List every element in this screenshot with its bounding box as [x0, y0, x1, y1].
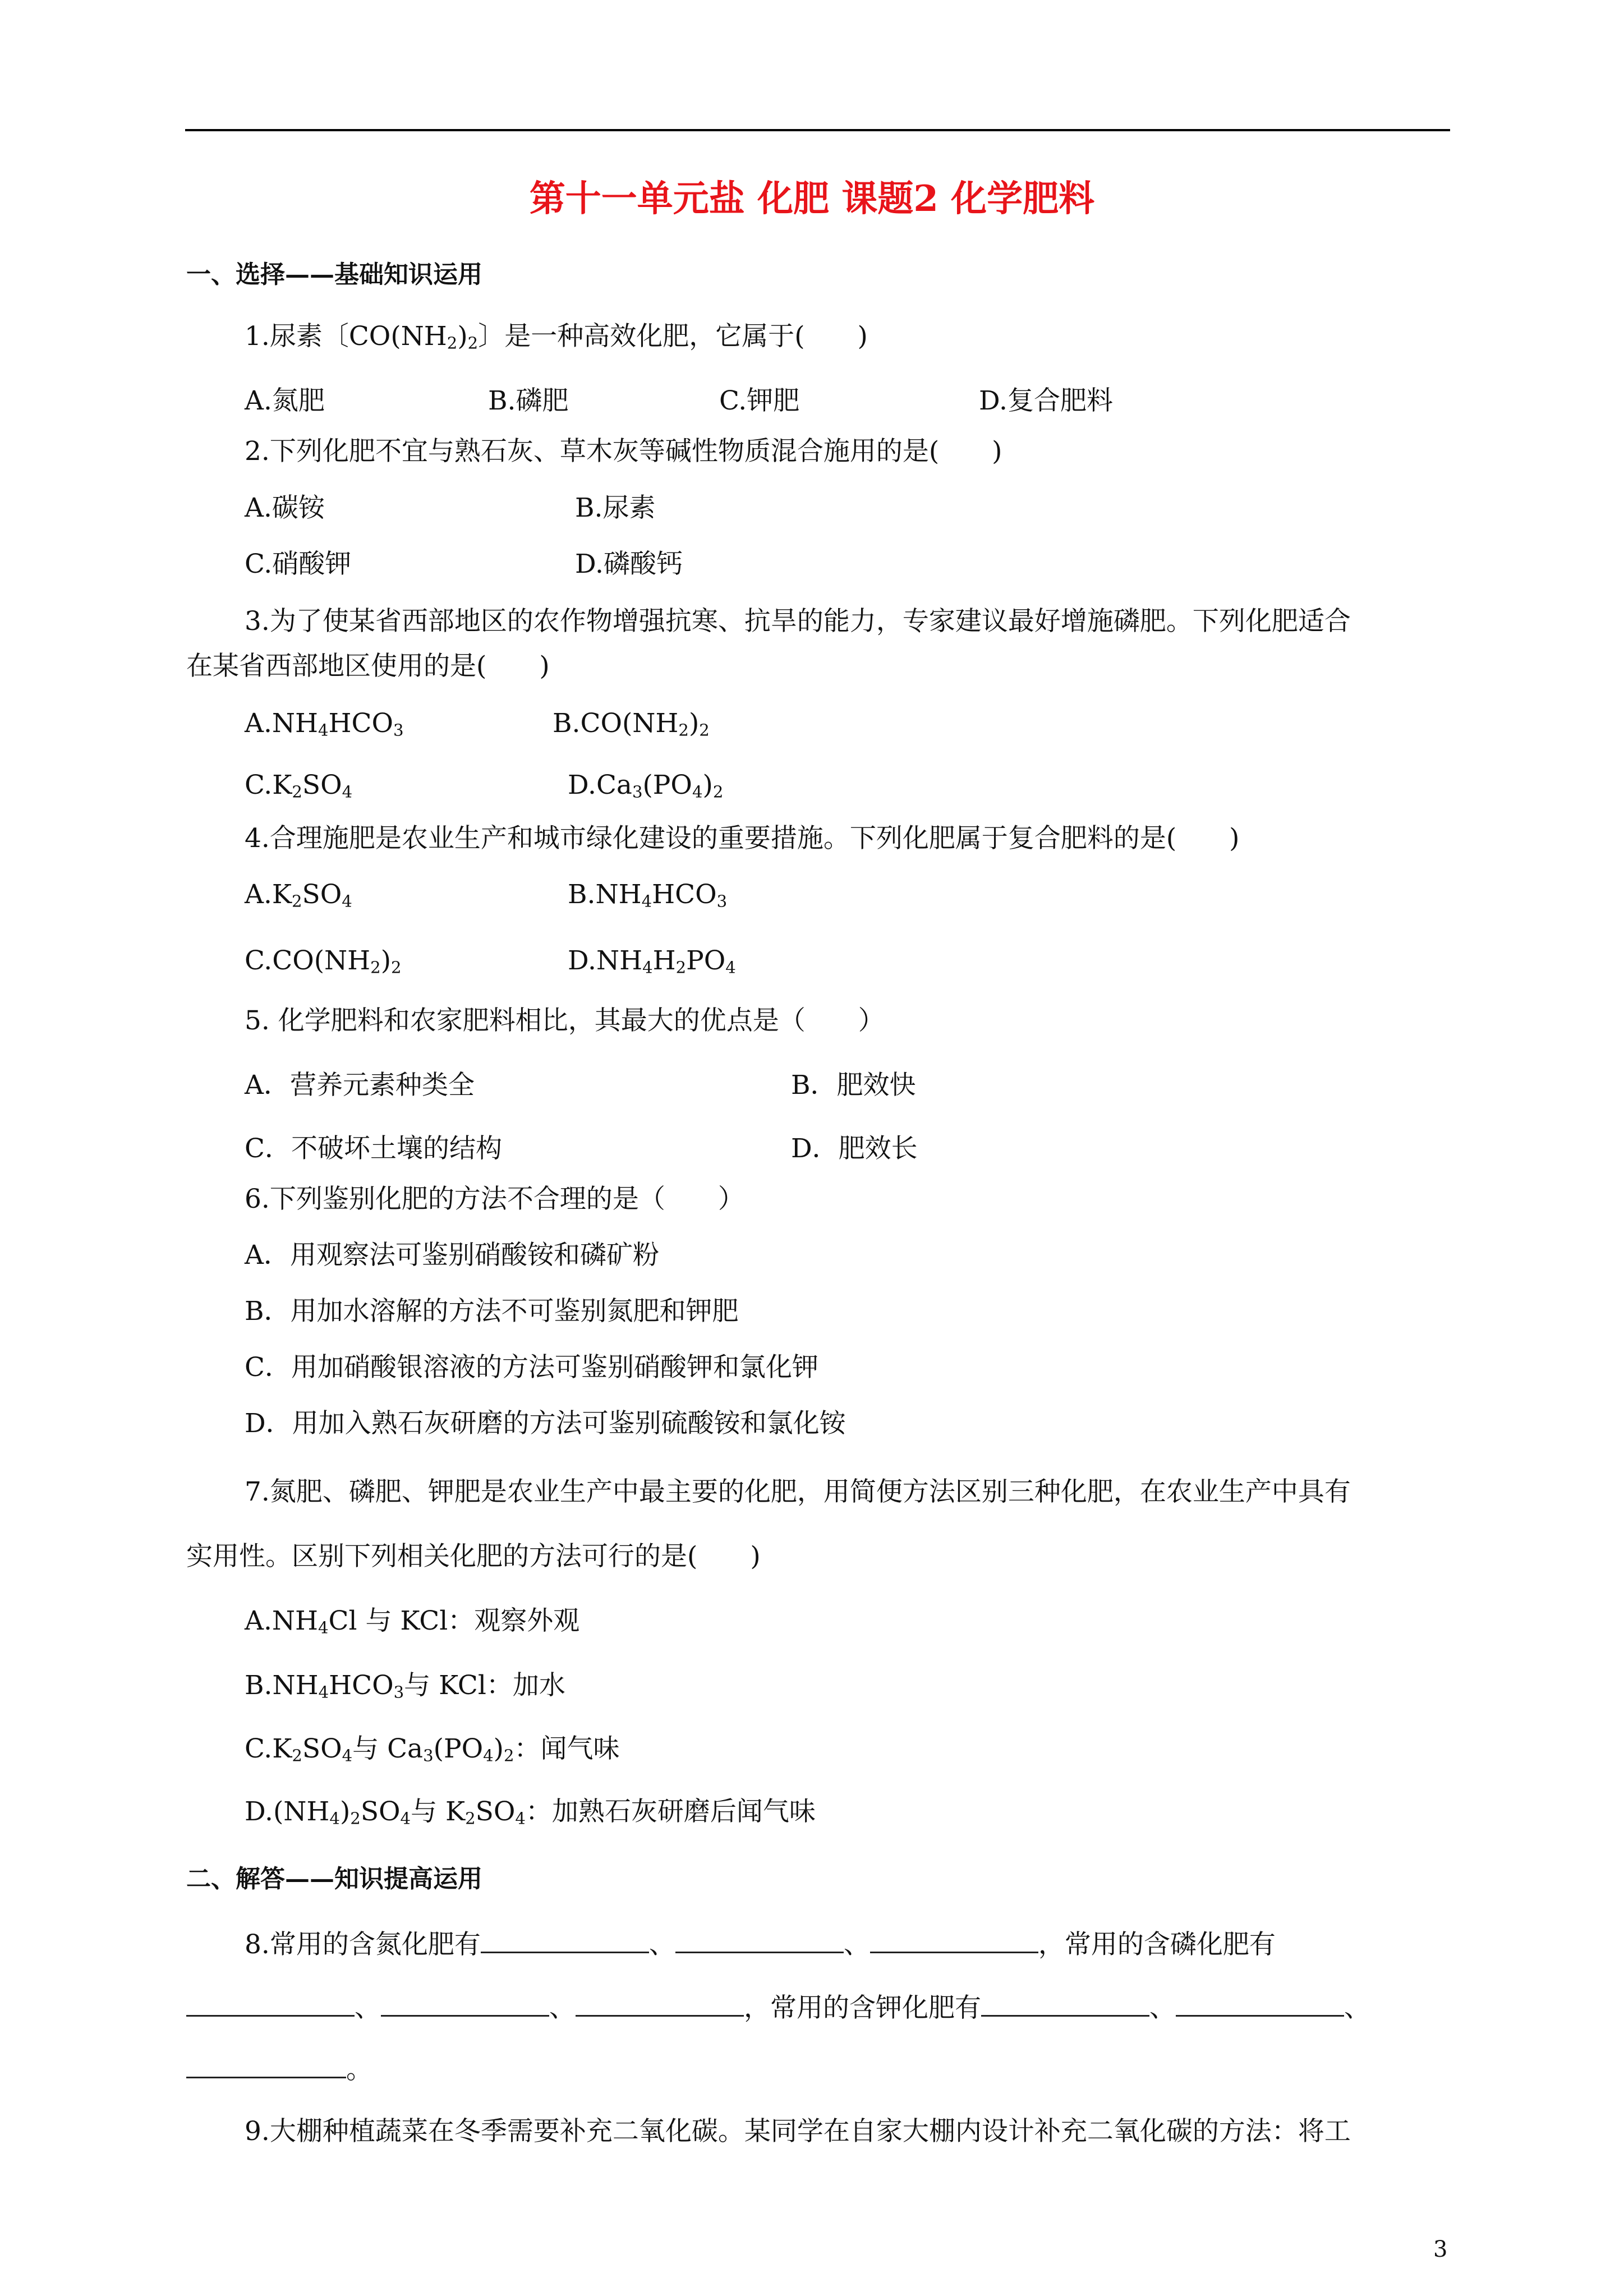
question-6-option-d: D．用加入熟石灰研磨的方法可鉴别硫酸铵和氯化铵 — [245, 1408, 846, 1439]
question-5-option-d: D．肥效长 — [791, 1133, 918, 1164]
question-3-option-b: $B.CO(NH_2)_2$ — [553, 708, 710, 740]
question-4-option-b: $B.NH_4HCO_3$ — [568, 879, 728, 911]
question-6-option-a: A．用观察法可鉴别硝酸铵和磷矿粉 — [245, 1240, 659, 1271]
answer-blank[interactable] — [186, 2052, 346, 2078]
header-rule — [185, 129, 1450, 131]
question-7-stem-line-1: 7.氮肥、磷肥、钾肥是农业生产中最主要的化肥，用简便方法区别三种化肥，在农业生产中具有 — [245, 1476, 1351, 1507]
answer-blank[interactable] — [675, 1927, 844, 1953]
question-3-option-a: $A.NH_4HCO_3$ — [245, 708, 404, 740]
question-8-line-1: 8.常用的含氮化肥有 、 、 ，常用的含磷化肥有 — [245, 1927, 1276, 1962]
question-2-option-d: D.磷酸钙 — [575, 549, 683, 579]
answer-blank[interactable] — [870, 1927, 1038, 1953]
question-6-option-b: B．用加水溶解的方法不可鉴别氮肥和钾肥 — [245, 1296, 739, 1327]
question-6-stem: 6.下列鉴别化肥的方法不合理的是（ ） — [245, 1184, 744, 1214]
question-5-option-a: A．营养元素种类全 — [245, 1070, 475, 1101]
question-7-option-b: $B.NH_4HCO_3$与 KCl：加水 — [245, 1670, 565, 1702]
question-5-option-c: C．不破坏土壤的结构 — [245, 1133, 502, 1164]
question-2-option-a: A.碳铵 — [245, 493, 325, 523]
question-4-option-c: $C.CO(NH_2)_2$ — [245, 945, 402, 977]
question-1-option-b: B.磷肥 — [488, 385, 569, 416]
question-7-option-c: $C.K_2SO_4$与 $Ca_3(PO_4)_2$：闻气味 — [245, 1733, 620, 1765]
question-9-stem-line-1: 9.大棚种植蔬菜在冬季需要补充二氧化碳。某同学在自家大棚内设计补充二氧化碳的方法：将工 — [245, 2116, 1351, 2147]
question-7-stem-line-2: 实用性。区别下列相关化肥的方法可行的是( ) — [186, 1541, 761, 1572]
page-number: 3 — [1433, 2237, 1448, 2262]
question-4-stem: 4.合理施肥是农业生产和城市绿化建设的重要措施。下列化肥属于复合肥料的是( ) — [245, 823, 1240, 854]
question-3-stem-line-2: 在某省西部地区使用的是( ) — [186, 651, 550, 682]
question-2-stem: 2.下列化肥不宜与熟石灰、草木灰等碱性物质混合施用的是( ) — [245, 436, 1002, 467]
answer-blank[interactable] — [381, 1990, 549, 2017]
question-5-stem: 5. 化学肥料和农家肥料相比，其最大的优点是（ ） — [245, 1005, 885, 1036]
answer-blank[interactable] — [481, 1927, 649, 1953]
question-2-option-c: C.硝酸钾 — [245, 549, 352, 579]
question-1-option-d: D.复合肥料 — [979, 385, 1113, 416]
answer-blank[interactable] — [981, 1990, 1149, 2017]
question-3-option-c: $C.K_2SO_4$ — [245, 770, 353, 802]
question-3-option-d: $D.Ca_3(PO_4)_2$ — [568, 770, 724, 802]
question-2-option-b: B.尿素 — [575, 493, 656, 523]
question-5-option-b: B．肥效快 — [791, 1070, 916, 1101]
question-1-option-c: C.钾肥 — [719, 385, 800, 416]
question-1-option-a: A.氮肥 — [245, 385, 325, 416]
question-4-option-a: $A.K_2SO_4$ — [245, 879, 352, 911]
question-3-stem-line-1: 3.为了使某省西部地区的农作物增强抗寒、抗旱的能力，专家建议最好增施磷肥。下列化肥适合 — [245, 606, 1351, 637]
section-heading-2: 二、解答——知识提高运用 — [186, 1865, 482, 1893]
answer-blank[interactable] — [186, 1990, 355, 2017]
question-1-stem: 1.尿素〔$CO(NH_2)_2$〕是一种高效化肥，它属于( ) — [245, 321, 868, 353]
page-title: 第十一单元盐 化肥 课题2 化学肥料 — [529, 178, 1095, 220]
answer-blank[interactable] — [1176, 1990, 1344, 2017]
question-7-option-a: $A.NH_4Cl$ 与 KCl：观察外观 — [245, 1605, 580, 1637]
section-heading-1: 一、选择——基础知识运用 — [186, 260, 482, 289]
question-6-option-c: C．用加硝酸银溶液的方法可鉴别硝酸钾和氯化钾 — [245, 1352, 818, 1383]
answer-blank[interactable] — [576, 1990, 744, 2017]
question-4-option-d: $D.NH_4H_2PO_4$ — [568, 945, 736, 977]
question-7-option-d: $D.(NH_4)_2SO_4$与 $K_2SO_4$：加熟石灰研磨后闻气味 — [245, 1796, 816, 1828]
question-8-line-2: 、 、 ，常用的含钾化肥有 、 、 — [186, 1990, 1370, 2025]
question-8-line-3: 。 — [186, 2052, 372, 2087]
